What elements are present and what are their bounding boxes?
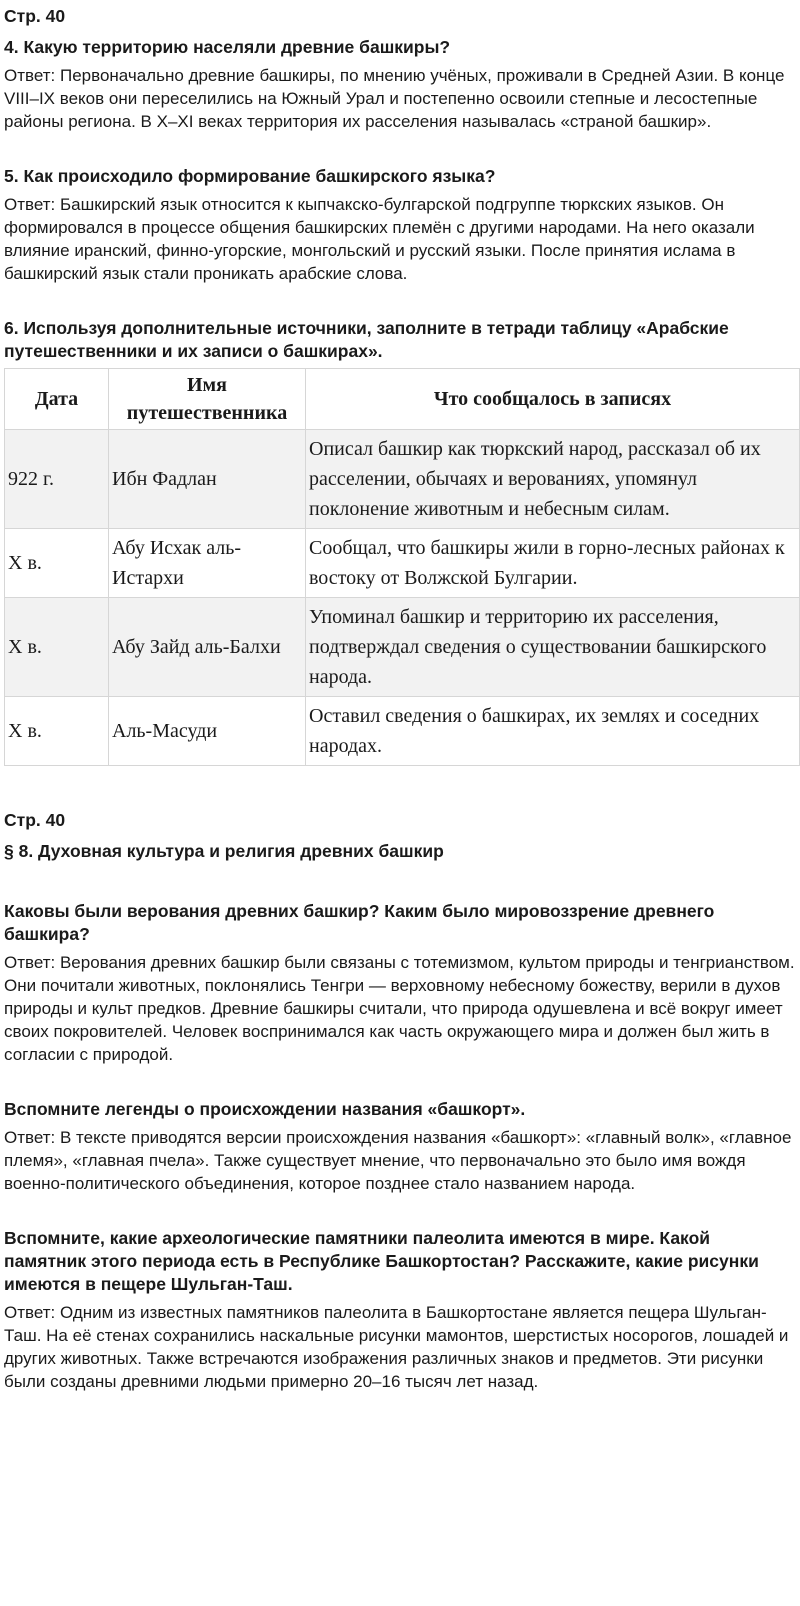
- cell-date: 922 г.: [5, 430, 109, 529]
- travelers-table: [4, 368, 800, 766]
- question-4-answer: Ответ: Первоначально древние башкиры, по мнению учёных, проживали в Средней Азии. В конце VIII–IX веков они переселились на Южный Урал и постепенно освоили степные и лесостепные районы региона. В X–XI веках территория их расселения называлась «страной башкир».: [4, 66, 785, 131]
- question-4-heading: 4. Какую территорию населяли древние башкиры?: [4, 37, 451, 57]
- header-notes: Что сообщалось в записях: [306, 369, 800, 430]
- cell-notes: Описал башкир как тюркский народ, рассказал об их расселении, обычаях и верованиях, упомянул поклонение животным и небесным силам.: [306, 430, 800, 529]
- cell-name: Абу Исхак аль-Истархи: [109, 529, 306, 598]
- table-row: [5, 598, 800, 697]
- cell-date: X в.: [5, 598, 109, 697]
- question-5-heading: 5. Как происходило формирование башкирского языка?: [4, 166, 496, 186]
- cell-notes: Оставил сведения о башкирах, их землях и соседних народах.: [306, 697, 800, 766]
- chapter-question-3-answer: Ответ: Одним из известных памятников палеолита в Башкортостане является пещера Шульган-Таш. На её стенах сохранились наскальные рисунки мамонтов, шерстистых носорогов, лошадей и других животных. Также встречаются изображения различных знаков и предметов. Эти рисунки были созданы древними людьми примерно 20–16 тысяч лет назад.: [4, 1303, 789, 1391]
- chapter-question-3-heading: Вспомните, какие археологические памятники палеолита имеются в мире. Какой памятник этого периода есть в Республике Башкортостан? Расскажите, какие рисунки имеются в пещере Шульган-Таш.: [4, 1228, 759, 1294]
- chapter-question-2-answer: Ответ: В тексте приводятся версии происхождения названия «башкорт»: «главный волк», «главное племя», «главная пчела». Также существует мнение, что первоначально это было имя вождя военно-политического объединения, которое позднее стало названием народа.: [4, 1128, 792, 1193]
- table-row: [5, 529, 800, 598]
- chapter-title: § 8. Духовная культура и религия древних башкир: [4, 841, 444, 861]
- cell-name: Абу Зайд аль-Балхи: [109, 598, 306, 697]
- chapter-question-2-heading: Вспомните легенды о происхождении названия «башкорт».: [4, 1099, 526, 1119]
- cell-name: Аль-Масуди: [109, 697, 306, 766]
- chapter-question-1-answer: Ответ: Верования древних башкир были связаны с тотемизмом, культом природы и тенгрианством. Они почитали животных, поклонялись Тенгри — верховному небесному божеству, верили в духов природы и культ предков. Древние башкиры считали, что природа одушевлена и всё вокруг имеет своих покровителей. Человек воспринимался как часть окружающего мира и должен был жить в согласии с природой.: [4, 953, 795, 1064]
- table-row: [5, 430, 800, 529]
- cell-name: Ибн Фадлан: [109, 430, 306, 529]
- chapter-page-label: Стр. 40: [4, 810, 66, 830]
- table-row: [5, 697, 800, 766]
- page-label: Стр. 40: [4, 6, 66, 26]
- header-name: Имя путешественника: [109, 369, 306, 430]
- chapter-question-1-heading: Каковы были верования древних башкир? Каким было мировоззрение древнего башкира?: [4, 901, 715, 944]
- header-date: Дата: [5, 369, 109, 430]
- question-5-answer: Ответ: Башкирский язык относится к кыпчакско-булгарской подгруппе тюркских языков. Он формировался в процессе общения башкирских племён с другими народами. На него оказали влияние иранский, финно-угорские, монгольский и русский языки. После принятия ислама в башкирский язык стали проникать арабские слова.: [4, 195, 755, 283]
- table-header-row: [5, 369, 800, 430]
- cell-date: X в.: [5, 697, 109, 766]
- cell-notes: Сообщал, что башкиры жили в горно-лесных районах к востоку от Волжской Булгарии.: [306, 529, 800, 598]
- cell-date: X в.: [5, 529, 109, 598]
- question-6-heading: 6. Используя дополнительные источники, заполните в тетради таблицу «Арабские путешественники и их записи о башкирах».: [4, 318, 729, 361]
- cell-notes: Упоминал башкир и территорию их расселения, подтверждал сведения о существовании башкирского народа.: [306, 598, 800, 697]
